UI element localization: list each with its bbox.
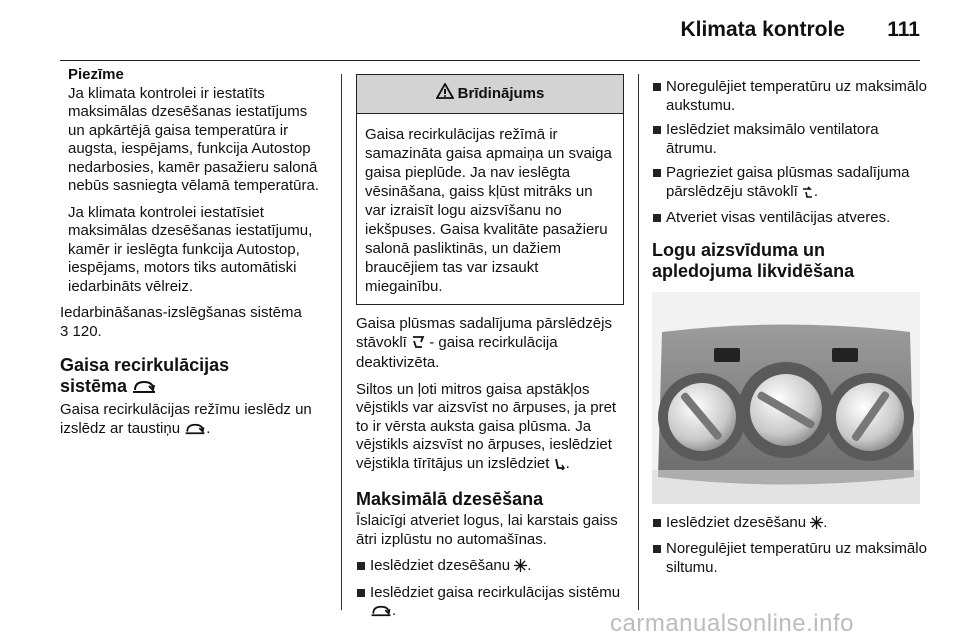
humid-conditions-paragraph bbox=[356, 381, 624, 476]
recirc-text-end: . bbox=[206, 419, 211, 437]
warning-triangle-icon bbox=[436, 83, 454, 105]
bullet-item bbox=[652, 540, 927, 577]
bullet-text: Ieslēdziet dzesēšanu bbox=[370, 557, 511, 574]
defog-title-line-1: Logu aizsvīduma un bbox=[652, 239, 826, 260]
distribution-text: Gaisa plūsmas sadalījuma pārslēdzējs stāvoklī bbox=[356, 315, 612, 351]
recirculation-icon bbox=[370, 604, 392, 623]
bullet-item bbox=[652, 209, 927, 228]
watermark: carmanualsonline.info bbox=[610, 610, 854, 637]
warning-box bbox=[356, 74, 624, 305]
bullet-text: Noregulējiet temperatūru uz maksimālo siltumu. bbox=[666, 540, 927, 576]
page-header-title: Klimata kontrole bbox=[680, 18, 845, 41]
bullet-square-icon bbox=[653, 545, 661, 553]
bullet-square-icon bbox=[357, 589, 365, 597]
column-left bbox=[60, 66, 328, 448]
climate-control-panel-illustration bbox=[652, 292, 920, 504]
start-stop-reference bbox=[60, 304, 328, 341]
warning-text: Gaisa recirkulācijas režīmā ir samazināta gaisa apmaiņa un svaiga gaisa pieplūde. Ja nav ieslēgta vēsināšana, gaiss kļūst mitrāks un var izraisīt logu aizsvīšanu no iekšpuses. Gaisa kvalitāte pasažieru salonā pasliktinās, un dažiem braucējiem tas var izsaukt miegainību. bbox=[365, 126, 612, 295]
max-cooling-bullets bbox=[356, 557, 624, 623]
header-divider bbox=[60, 60, 920, 61]
humid-text-end: . bbox=[565, 454, 570, 472]
bullet-item bbox=[652, 121, 927, 158]
note-paragraph-1: Ja klimata kontrolei ir iestatīts maksimālas dzesēšanas iestatījums un apkārtējā gaisa temperatūra ir augsta, iespējams, funkcija Autostop nedarbosies, kamēr pasažieru salonā nebūs sasniegta vēlamā temperatūra. bbox=[68, 84, 319, 194]
recirculation-icon bbox=[132, 378, 156, 399]
note-box bbox=[60, 66, 328, 296]
bullet-square-icon bbox=[653, 169, 661, 177]
page-ref-120: 3 120. bbox=[60, 322, 102, 340]
bullet-item: Pagrieziet gaisa plūsmas sadalījuma pārslēdzēju stāvoklī . bbox=[652, 164, 927, 203]
warning-title: Brīdinājums bbox=[457, 84, 545, 102]
distribution-paragraph bbox=[356, 315, 624, 373]
bullet-item: Ieslēdziet dzesēšanu . bbox=[652, 514, 927, 535]
recirc-text: Gaisa recirkulācijas režīmu ieslēdz un izslēdz ar taustiņu bbox=[60, 401, 312, 437]
bullet-text: Ieslēdziet gaisa recirkulācijas sistēmu bbox=[370, 583, 621, 601]
bullet-square-icon bbox=[653, 83, 661, 91]
column-middle bbox=[356, 62, 624, 629]
bullet-square-icon bbox=[653, 519, 661, 527]
air-distribution-defrost-icon bbox=[411, 335, 425, 355]
recirc-paragraph bbox=[60, 401, 328, 440]
climate-panel-drawing bbox=[652, 292, 920, 504]
bullet-square-icon bbox=[653, 126, 661, 134]
section-title-max-cooling: Maksimālā dzesēšana bbox=[356, 489, 544, 509]
column-right bbox=[652, 78, 927, 583]
defog-bullets bbox=[652, 514, 927, 578]
snowflake-icon bbox=[514, 559, 527, 578]
note-label: Piezīme bbox=[68, 66, 124, 83]
snowflake-icon bbox=[810, 516, 823, 535]
bullet-text: Pagrieziet gaisa plūsmas sadalījuma pārslēdzēju stāvoklī bbox=[666, 164, 910, 200]
distribution-text-end: - gaisa recirkulācija deaktivizēta. bbox=[356, 333, 558, 371]
bullet-square-icon bbox=[357, 562, 365, 570]
recirc-title-line-2: sistēma bbox=[60, 376, 128, 396]
recirculation-icon bbox=[184, 422, 206, 441]
max-cooling-text: Īslaicīgi atveriet logus, lai karstais gaiss ātri izplūstu no automašīnas. bbox=[356, 512, 618, 548]
start-stop-text: Iedarbināšanas-izslēgšanas sistēma bbox=[60, 304, 302, 321]
footwell-air-icon bbox=[554, 457, 566, 476]
air-distribution-face-icon bbox=[802, 185, 814, 204]
bullet-item: Ieslēdziet dzesēšanu . bbox=[356, 557, 624, 578]
section-title-defog bbox=[652, 240, 927, 282]
humid-text: Siltos un ļoti mitros gaisa apstākļos vējstikls var aizsvīst no ārpuses, ja pret to ir vērsta auksta gaisa plūsma. Ja vējstikls aizsvīst no ārpuses, ieslēdziet vējstikla tīrītājus un izslēdziet bbox=[356, 380, 617, 472]
bullet-text: Ieslēdziet dzesēšanu bbox=[666, 513, 807, 531]
bullet-item bbox=[652, 78, 927, 115]
page-number: 111 bbox=[887, 18, 920, 41]
bullet-text: Noregulējiet temperatūru uz maksimālo aukstumu. bbox=[666, 78, 927, 114]
bullet-item: Ieslēdziet gaisa recirkulācijas sistēmu . bbox=[356, 584, 624, 623]
column-divider-1 bbox=[341, 74, 342, 610]
section-title-recirculation bbox=[60, 355, 328, 399]
defog-title-line-2: apledojuma likvidēšana bbox=[652, 260, 855, 281]
bullet-text: Atveriet visas ventilācijas atveres. bbox=[666, 209, 891, 226]
bullet-text: Ieslēdziet maksimālo ventilatora ātrumu. bbox=[666, 121, 879, 157]
note-paragraph-2: Ja klimata kontrolei iestatīsiet maksimālas dzesēšanas iestatījumu, kamēr ir ieslēgta funkcija Autostop, iespējams, motors tiks automātiski iedarbināts vēlreiz. bbox=[68, 203, 313, 295]
cooling-steps-bullets bbox=[652, 78, 927, 228]
warning-header bbox=[357, 75, 623, 114]
bullet-square-icon bbox=[653, 214, 661, 222]
column-divider-2 bbox=[638, 74, 639, 610]
recirc-title-line-1: Gaisa recirkulācijas bbox=[60, 355, 230, 375]
